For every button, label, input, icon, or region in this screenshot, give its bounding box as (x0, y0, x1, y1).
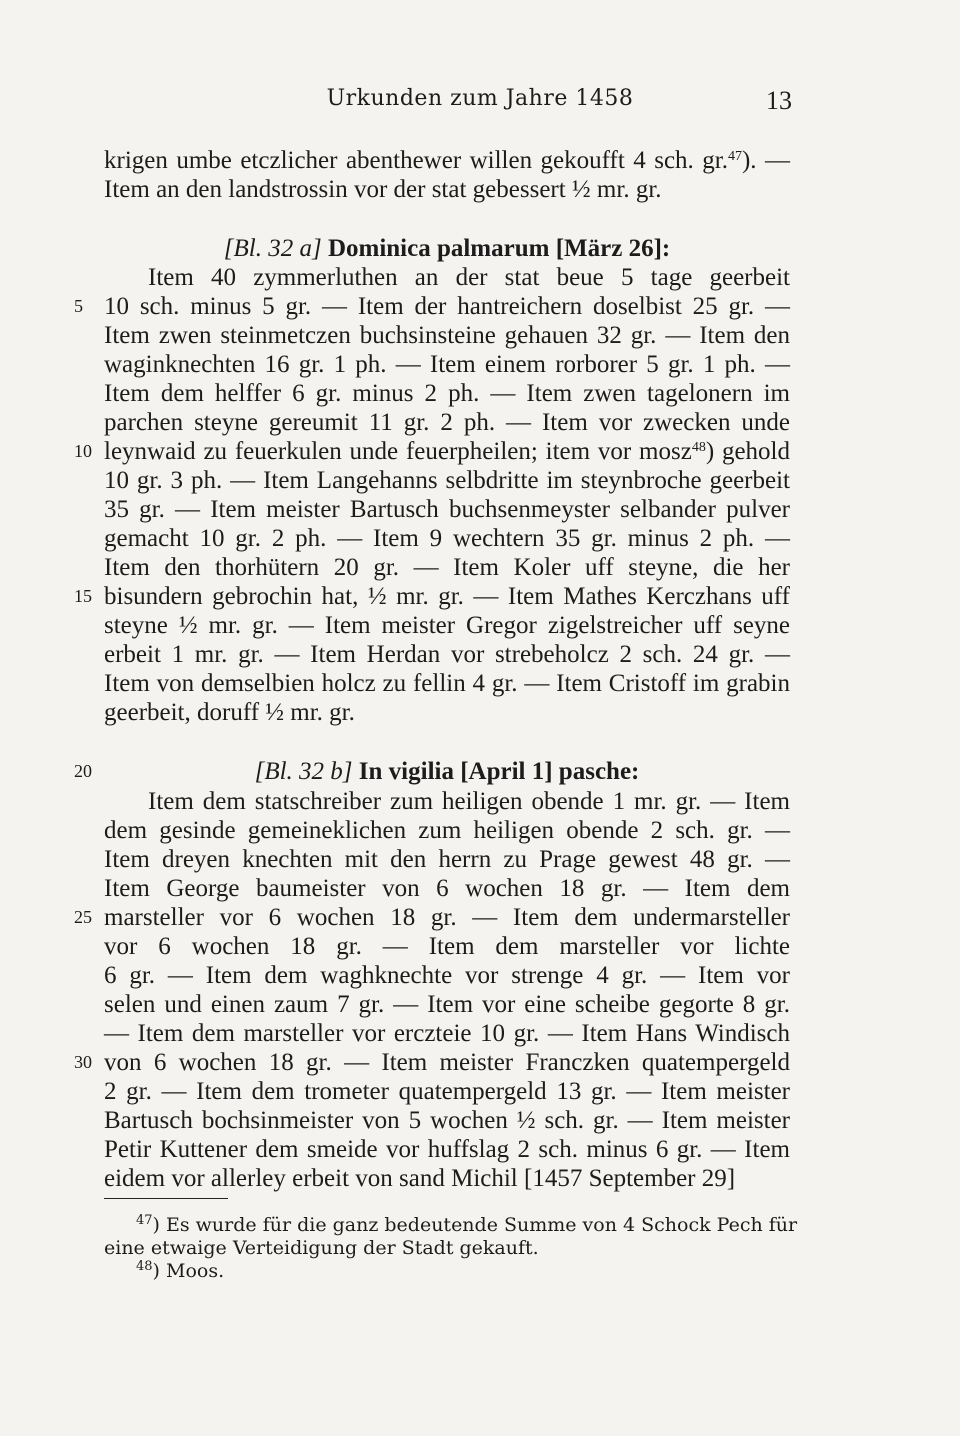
page-number: 13 (766, 86, 792, 115)
line-text: vor 6 wochen 18 gr. — Item dem marsteller vor lichte (104, 933, 790, 960)
text-line (104, 1164, 790, 1193)
line-text: von 6 wochen 18 gr. — Item meister Franczken quatempergeld (104, 1049, 790, 1076)
line-text: Item zwen steinmetczen buchsinsteine gehauen 32 gr. — Item den (104, 322, 790, 349)
line-text: Item 40 zymmerluthen an der stat beue 5 tage geerbeit (148, 264, 790, 291)
text-line (104, 321, 790, 350)
text-line (104, 669, 790, 698)
line-text: Item von demselbien holcz zu fellin 4 gr. — Item Cristoff im grabin (104, 670, 790, 697)
line-text: Item an den landstrossin vor der stat gebessert ½ mr. gr. (104, 176, 662, 203)
line-number: 30 (74, 1052, 92, 1072)
footnote-mark-47: 47 (136, 1213, 153, 1228)
line-text: steyne ½ mr. gr. — Item meister Gregor zigelstreicher uff seyne (104, 612, 790, 639)
text-line (104, 495, 790, 524)
line-text: Item George baumeister von 6 wochen 18 gr. — Item dem (104, 875, 790, 902)
line-text: selen und einen zaum 7 gr. — Item vor eine scheibe gegorte 8 gr. (104, 991, 790, 1018)
heading-text: In vigilia [April 1] pasche: (358, 758, 640, 785)
section-heading (104, 234, 790, 263)
text-line (104, 175, 790, 204)
text-line (104, 1019, 790, 1048)
folio-reference: [Bl. 32 b] (254, 758, 359, 785)
footnote-reference: 47 (727, 149, 742, 164)
line-text: Item den thorhütern 20 gr. — Item Koler uff steyne, die her (104, 554, 790, 581)
footnote-rule (104, 1198, 228, 1199)
text-line (104, 640, 790, 669)
line-text: — Item dem marsteller vor erczteie 10 gr. — Item Hans Windisch (104, 1020, 790, 1047)
text-line (104, 611, 790, 640)
line-text: bisundern gebrochin hat, ½ mr. gr. — Item Mathes Kerczhans uff (104, 583, 790, 610)
line-text: 35 gr. — Item meister Bartusch buchsenmeyster selbander pulver (104, 496, 790, 523)
text-line (104, 990, 790, 1019)
text-line (104, 1077, 790, 1106)
text-line (104, 816, 790, 845)
running-head (0, 86, 960, 116)
line-text: Item dem statschreiber zum heiligen obende 1 mr. gr. — Item (148, 788, 790, 815)
line-number: 25 (74, 907, 92, 927)
line-text: Item dreyen knechten mit den herrn zu Prage gewest 48 gr. — (104, 846, 790, 873)
line-text: marsteller vor 6 wochen 18 gr. — Item dem undermarsteller (104, 904, 790, 931)
line-text: waginknechten 16 gr. 1 ph. — Item einem rorborer 5 gr. 1 ph. — (104, 351, 790, 378)
text-line (148, 787, 790, 816)
line-number: 20 (74, 761, 92, 781)
text-line (104, 961, 790, 990)
line-text: eidem vor allerley erbeit von sand Michil [1457 September 29] (104, 1165, 736, 1192)
footnote-48-line-1 (136, 1260, 822, 1282)
line-text: krigen umbe etczlicher abenthewer willen gekoufft 4 sch. gr. (104, 147, 728, 174)
running-title: Urkunden zum Jahre 1458 (326, 86, 634, 111)
folio-reference: [Bl. 32 a] (223, 235, 328, 262)
text-line (104, 1106, 790, 1135)
text-line (104, 582, 790, 611)
section-heading (104, 757, 790, 786)
footnote-mark-48: 48 (136, 1259, 153, 1274)
line-text: 10 sch. minus 5 gr. — Item der hantreichern doselbist 25 gr. — (104, 293, 790, 320)
line-text: 2 gr. — Item dem trometer quatempergeld 13 gr. — Item meister (104, 1078, 790, 1105)
text-line (104, 845, 790, 874)
footnote-48-text-1: ) Moos. (152, 1260, 225, 1282)
text-line (104, 524, 790, 553)
text-line (104, 932, 790, 961)
text-line (104, 292, 790, 321)
text-line (104, 1048, 790, 1077)
text-line (104, 437, 790, 466)
text-line (104, 146, 790, 175)
text-line (104, 1135, 790, 1164)
text-line (104, 553, 790, 582)
line-number: 10 (74, 441, 92, 461)
text-line (104, 874, 790, 903)
text-line (104, 698, 790, 727)
line-text-continued: ) gehold (705, 438, 790, 465)
line-text: parchen steyne gereumit 11 gr. 2 ph. — Item vor zwecken unde (104, 409, 790, 436)
line-text-continued: ). — (741, 147, 791, 174)
line-text: erbeit 1 mr. gr. — Item Herdan vor strebeholcz 2 sch. 24 gr. — (104, 641, 790, 668)
line-text: dem gesinde gemeineklichen zum heiligen obende 2 sch. gr. — (104, 817, 790, 844)
line-text: Bartusch bochsinmeister von 5 wochen ½ sch. gr. — Item meister (104, 1107, 790, 1134)
line-text: gemacht 10 gr. 2 ph. — Item 9 wechtern 35 gr. minus 2 ph. — (104, 525, 790, 552)
heading-text: Dominica palmarum [März 26]: (327, 235, 671, 262)
line-text: geerbeit, doruff ½ mr. gr. (104, 699, 355, 726)
footnote-47-line-1 (136, 1213, 798, 1236)
text-line (148, 263, 790, 292)
footnote-47-line-2: eine etwaige Verteidigung der Stadt gekauft. (104, 1237, 539, 1259)
text-line (104, 379, 790, 408)
text-line (104, 466, 790, 495)
line-number: 5 (74, 296, 83, 316)
line-text: 10 gr. 3 ph. — Item Langehanns selbdritte im steynbroche geerbeit (104, 467, 790, 494)
footnote-47-text-1: ) Es wurde für die ganz bedeutende Summe von 4 Schock Pech für (152, 1214, 798, 1236)
line-text: Petir Kuttener dem smeide vor huffslag 2 sch. minus 6 gr. — Item (104, 1136, 790, 1163)
line-text: leynwaid zu feuerkulen unde feuerpheilen; item vor mosz (104, 438, 692, 465)
text-line (104, 408, 790, 437)
line-number: 15 (74, 586, 92, 606)
text-line (104, 903, 790, 932)
footnote-reference: 48 (691, 440, 706, 455)
text-line (104, 350, 790, 379)
line-text: Item dem helffer 6 gr. minus 2 ph. — Item zwen tagelonern im (104, 380, 790, 407)
line-text: 6 gr. — Item dem waghknechte vor strenge 4 gr. — Item vor (104, 962, 790, 989)
